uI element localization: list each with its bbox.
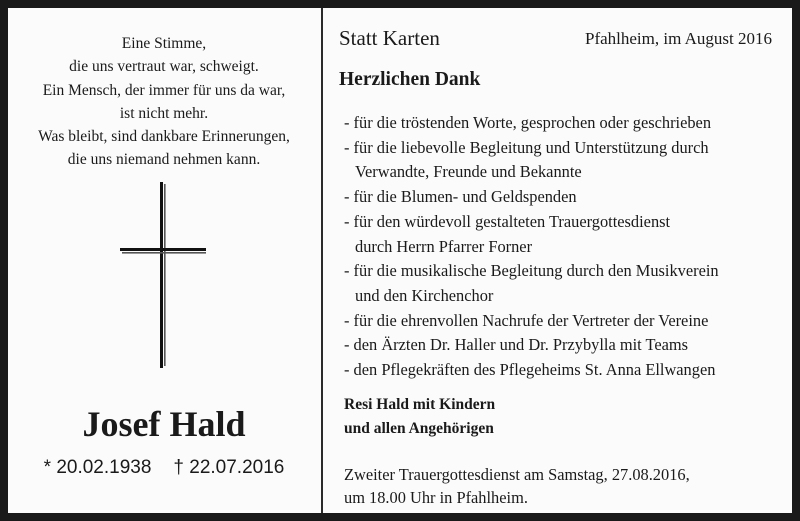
poem-line: Was bleibt, sind dankbare Erinnerungen, [38,128,290,146]
list-item [344,358,784,383]
list-item-text: - für den würdevoll gestalteten Trauergottesdienst [344,211,671,231]
notice-line: Zweiter Trauergottesdienst am Samstag, 27.08.2016, [344,465,690,484]
signature [344,393,495,441]
list-item-text: - für die Blumen- und Geldspenden [344,187,577,207]
death-date: † 22.07.2016 [173,457,285,478]
list-item-text: - den Ärzten Dr. Haller und Dr. Przybylla mit Teams [344,335,689,355]
signature-line: Resi Hald mit Kindern [344,396,496,413]
list-item-text: - für die tröstenden Worte, gesprochen oder geschrieben [344,113,712,132]
list-item-text: - für die musikalische Begleitung durch den Musikverein [344,261,719,281]
notice-line: um 18.00 Uhr in Pfahlheim. [344,488,528,507]
latin-cross-icon [108,180,218,370]
list-item [344,333,784,358]
list-item-continuation: und den Kirchenchor [355,285,494,305]
poem-line: Eine Stimme, [121,35,207,52]
thanks-heading: Herzlichen Dank [339,69,481,90]
memorial-poem [14,32,314,172]
place-date: Pfahlheim, im August 2016 [585,29,772,48]
list-item-text: - den Pflegekräften des Pflegeheims St. Anna Ellwangen [344,360,716,380]
list-item-continuation: Verwandte, Freunde und Bekannte [355,162,582,182]
list-item-continuation: durch Herrn Pfarrer Forner [355,236,533,256]
deceased-name: Josef Hald [82,404,246,444]
life-dates [14,456,314,480]
thanks-list [344,111,784,383]
list-item [344,259,784,308]
service-notice [344,463,690,509]
list-item-text: - für die ehrenvollen Nachrufe der Vertreter der Vereine [344,310,709,330]
poem-line: ist nicht mehr. [119,104,209,122]
birth-date: * 20.02.1938 [43,457,152,478]
list-item-text: - für die liebevolle Begleitung und Unterstützung durch [344,137,709,157]
list-item [344,309,784,334]
page-title: Statt Karten [339,26,440,50]
list-item [344,185,784,210]
column-divider [321,8,323,513]
list-item [344,210,784,259]
signature-line: und allen Angehörigen [344,420,494,437]
poem-line: die uns niemand nehmen kann. [67,151,261,169]
poem-line: Ein Mensch, der immer für uns da war, [42,81,286,99]
poem-line: die uns vertraut war, schweigt. [69,58,259,76]
list-item [344,136,784,185]
list-item [344,111,784,136]
